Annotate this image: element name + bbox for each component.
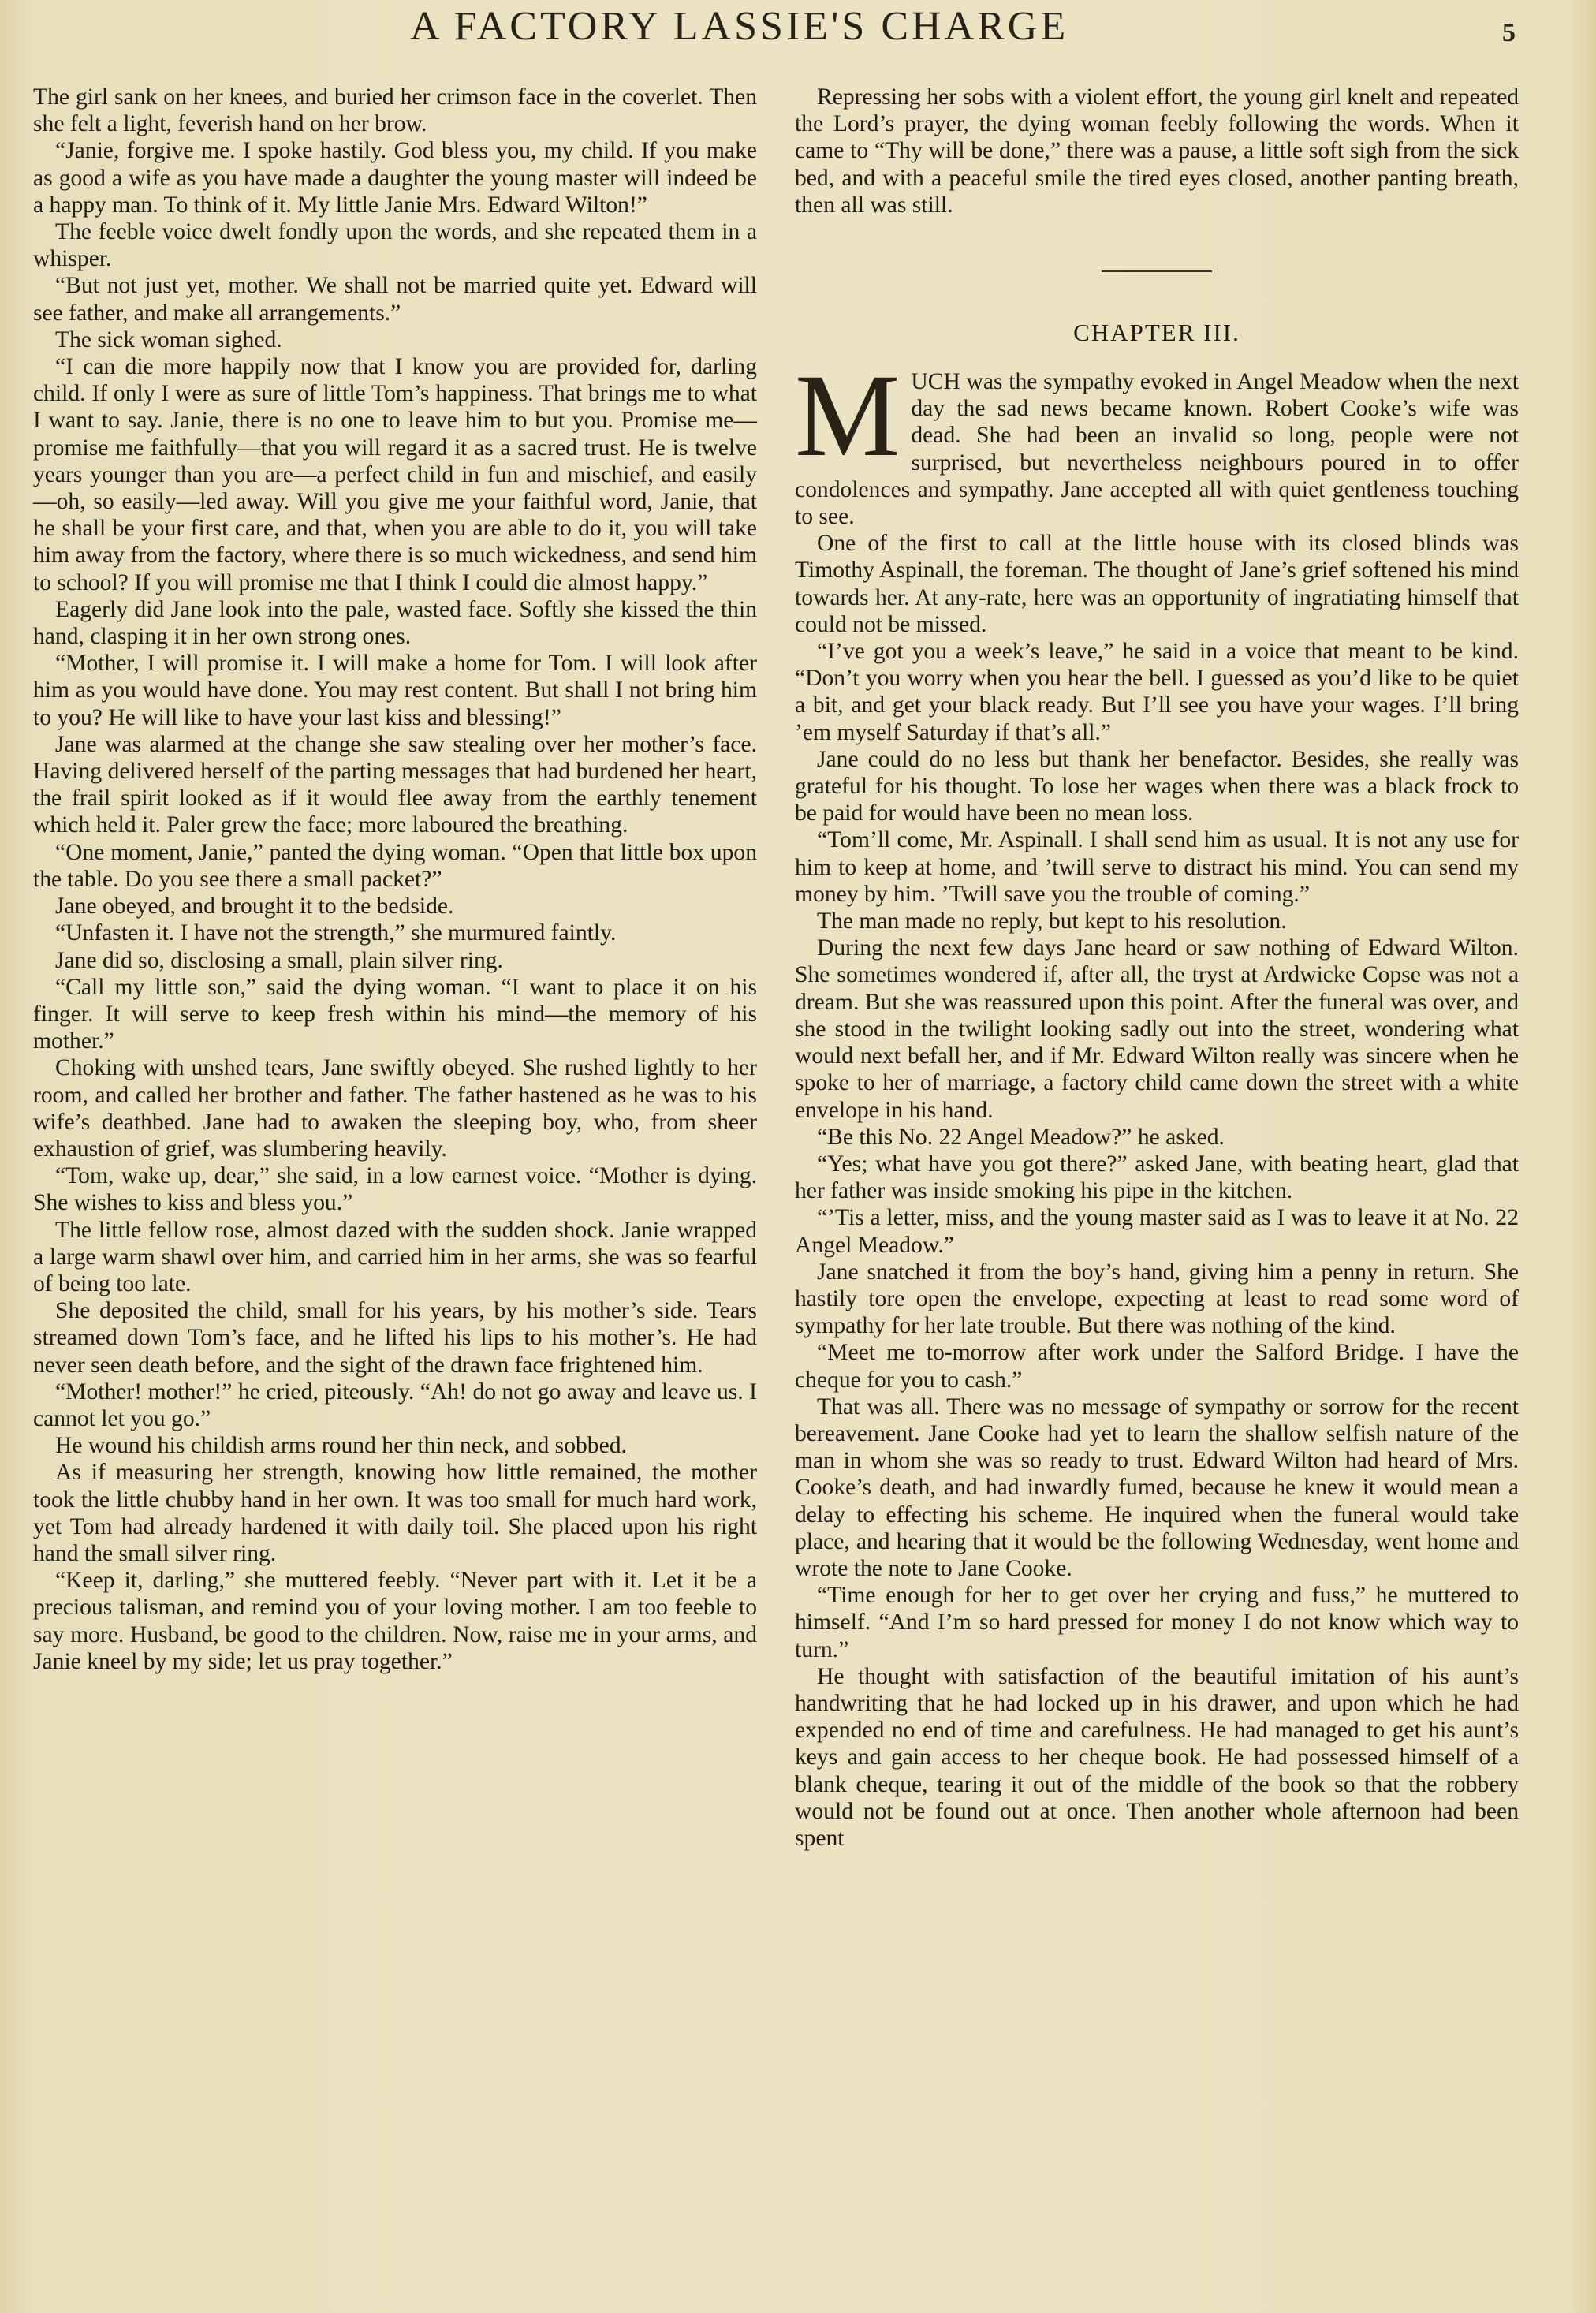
paragraph: The little fellow rose, almost dazed with the sudden shock. Janie wrapped a large warm shawl over him, and carried him in her arms, she was so fearful of being too late.	[33, 1217, 757, 1296]
paragraph: “Mother! mother!” he cried, piteously. “Ah! do not go away and leave us. I cannot let you go.”	[33, 1378, 757, 1431]
paragraph: Jane snatched it from the boy’s hand, giving him a penny in return. She hastily tore open the envelope, expecting at least to read some word of sympathy for her late trouble. But there was nothing of the kind.	[795, 1259, 1519, 1339]
section-divider	[1102, 270, 1212, 272]
paragraph: Jane did so, disclosing a small, plain silver ring.	[55, 947, 503, 973]
paragraph: “Keep it, darling,” she muttered feebly. “Never part with it. Let it be a precious talisman, and remind you of your loving mother. I am too feeble to say more. Husband, be good to the children. Now, raise me in your arms, and Janie kneel by my side; let us pray together.”	[33, 1568, 757, 1674]
page-number: 5	[1502, 18, 1516, 47]
running-title: A FACTORY LASSIE'S CHARGE	[410, 4, 1069, 49]
paragraph: The girl sank on her knees, and buried her crimson face in the coverlet. Then she felt a light, feverish hand on her brow.	[33, 84, 757, 137]
paragraph: The feeble voice dwelt fondly upon the words, and she repeated them in a whisper.	[33, 219, 757, 272]
paragraph: “One moment, Janie,” panted the dying woman. “Open that little box upon the table. Do you see there a small packet?”	[33, 839, 757, 892]
paragraph: “Yes; what have you got there?” asked Jane, with beating heart, glad that her father was inside smoking his pipe in the kitchen.	[795, 1151, 1519, 1204]
paragraph: “Tom, wake up, dear,” she said, in a low earnest voice. “Mother is dying. She wishes to kiss and bless you.”	[33, 1163, 757, 1216]
paragraph: The man made no reply, but kept to his resolution.	[817, 908, 1287, 935]
paragraph: Jane was alarmed at the change she saw stealing over her mother’s face. Having delivered herself of the parting messages that had burdened her heart, the frail spirit looked as if it would flee away from the earthly tenement which held it. Paler grew the face; more laboured the breathing.	[33, 731, 757, 838]
paragraph: That was all. There was no message of sympathy or sorrow for the recent bereavement. Jane Cooke had yet to learn the shallow selfish nature of the man in whom she was so ready to trust. Edward Wilton had heard of Mrs. Cooke’s death, and had inwardly fumed, because he knew it would mean a delay to effecting his scheme. He inquired when the funeral would take place, and hearing that it would be the following Wednesday, went home and wrote the note to Jane Cooke.	[795, 1393, 1519, 1581]
right-column	[795, 84, 1519, 1852]
page-header	[0, 2, 1596, 54]
opening-text: UCH was the sympathy evoked in Angel Meadow when the next day the sad news became known. Robert Cooke’s wife was dead. She had been an invalid so long, people were not surprised, but nevertheless neighbours poured in to offer condolences and sympathy. Jane accepted all with quiet gentleness touching to see.	[795, 369, 1519, 530]
paragraph: Choking with unshed tears, Jane swiftly obeyed. She rushed lightly to her room, and called her brother and father. The father hastened as he was to his wife’s deathbed. Jane had to awaken the sleeping boy, who, from sheer exhaustion of grief, was slumbering heavily.	[33, 1055, 757, 1162]
left-column	[33, 84, 757, 1675]
paragraph: She deposited the child, small for his years, by his mother’s side. Tears streamed down Tom’s face, and he lifted his lips to his mother’s. He had never seen death before, and the sight of the drawn face frightened him.	[33, 1298, 757, 1378]
paragraph: “Time enough for her to get over her crying and fuss,” he muttered to himself. “And I’m so hard pressed for money I do not know which way to turn.”	[795, 1583, 1519, 1662]
paragraph: Jane could do no less but thank her benefactor. Besides, she really was grateful for his thought. To lose her wages when there was a black frock to be paid for would have been no mean loss.	[795, 746, 1519, 826]
paragraph: “I’ve got you a week’s leave,” he said in a voice that meant to be kind. “Don’t you worry when you hear the bell. I guessed as you’d like to be quiet a bit, and get your black ready. But I’ll see you have your wages. I’ll bring ’em myself Saturday if that’s all.”	[795, 639, 1519, 745]
paragraph: “Janie, forgive me. I spoke hastily. God bless you, my child. If you make as good a wife as you have made a daughter the young master will indeed be a happy man. To think of it. My little Janie Mrs. Edward Wilton!”	[33, 138, 757, 218]
chapter-opening-paragraph	[795, 350, 1519, 530]
chapter-heading: CHAPTER III.	[1073, 319, 1240, 347]
paragraph: During the next few days Jane heard or saw nothing of Edward Wilton. She sometimes wondered if, after all, the tryst at Ardwicke Copse was not a dream. But she was reassured upon this point. After the funeral was over, and she stood in the twilight looking sadly out into the street, wondering what would next befall her, and if Mr. Edward Wilton really was sincere when he spoke to her of marriage, a factory child came down the street with a white envelope in his hand.	[795, 935, 1519, 1123]
paragraph: Eagerly did Jane look into the pale, wasted face. Softly she kissed the thin hand, clasping it in her own strong ones.	[33, 596, 757, 650]
paragraph: Repressing her sobs with a violent effort, the young girl knelt and repeated the Lord’s prayer, the dying woman feebly following the words. When it came to “Thy will be done,” there was a pause, a little soft sigh from the sick bed, and with a peaceful smile the tired eyes closed, another panting breath, then all was still.	[795, 84, 1519, 218]
paragraph: “Meet me to-morrow after work under the Salford Bridge. I have the cheque for you to cash.”	[795, 1340, 1519, 1393]
paragraph: “Mother, I will promise it. I will make a home for Tom. I will look after him as you would have done. You may rest content. But shall I not bring him to you? He will like to have your last kiss and blessing!”	[33, 651, 757, 730]
paragraph: One of the first to call at the little house with its closed blinds was Timothy Aspinall, the foreman. The thought of Jane’s grief softened his mind towards her. At any-rate, here was an opportunity of ingratiating himself that could not be missed.	[795, 531, 1519, 637]
paragraph: As if measuring her strength, knowing how little remained, the mother took the little chubby hand in her own. It was too small for much hard work, yet Tom had already hardened it with daily toil. She placed upon his right hand the small silver ring.	[33, 1460, 757, 1566]
paragraph: “Unfasten it. I have not the strength,” she murmured faintly.	[55, 920, 617, 946]
paragraph: “Call my little son,” said the dying woman. “I want to place it on his finger. It will serve to keep fresh within his mind—the memory of his mother.”	[33, 974, 757, 1054]
paragraph: “But not just yet, mother. We shall not be married quite yet. Edward will see father, and make all arrangements.”	[33, 273, 757, 326]
paragraph: He thought with satisfaction of the beautiful imitation of his aunt’s handwriting that he had locked up in his drawer, and upon which he had expended no end of time and carefulness. He had managed to get his aunt’s keys and gain access to her cheque book. He had possessed himself of a blank cheque, tearing it out of the middle of the book so that the robbery would not be found out at once. Then another whole afternoon had been spent	[795, 1663, 1519, 1851]
paragraph: “’Tis a letter, miss, and the young master said as I was to leave it at No. 22 Angel Meadow.”	[795, 1205, 1519, 1258]
paragraph: The sick woman sighed.	[55, 326, 282, 353]
paragraph: Jane obeyed, and brought it to the bedside.	[55, 893, 454, 920]
drop-cap: M	[795, 350, 901, 482]
paragraph: He wound his childish arms round her thin neck, and sobbed.	[55, 1433, 627, 1459]
paragraph: “Be this No. 22 Angel Meadow?” he asked.	[817, 1124, 1225, 1150]
paragraph: “I can die more happily now that I know you are provided for, darling child. If only I were as sure of little Tom’s happiness. That brings me to what I want to say. Janie, there is no one to leave him to but you. Promise me—promise me faithfully—that you will regard it as a sacred trust. He is twelve years younger than you are—a perfect child in fun and mischief, and easily—oh, so easily—led away. Will you give me your faithful word, Janie, that he shall be your first care, and that, when you are able to do it, you will take him away from the factory, where there is so much wickedness, and send him to school? If you will promise me that I think I could die almost happy.”	[33, 354, 757, 595]
paragraph: “Tom’ll come, Mr. Aspinall. I shall send him as usual. It is not any use for him to keep at home, and ’twill serve to distract his mind. You can send my money by him. ’Twill save you the trouble of coming.”	[795, 827, 1519, 907]
